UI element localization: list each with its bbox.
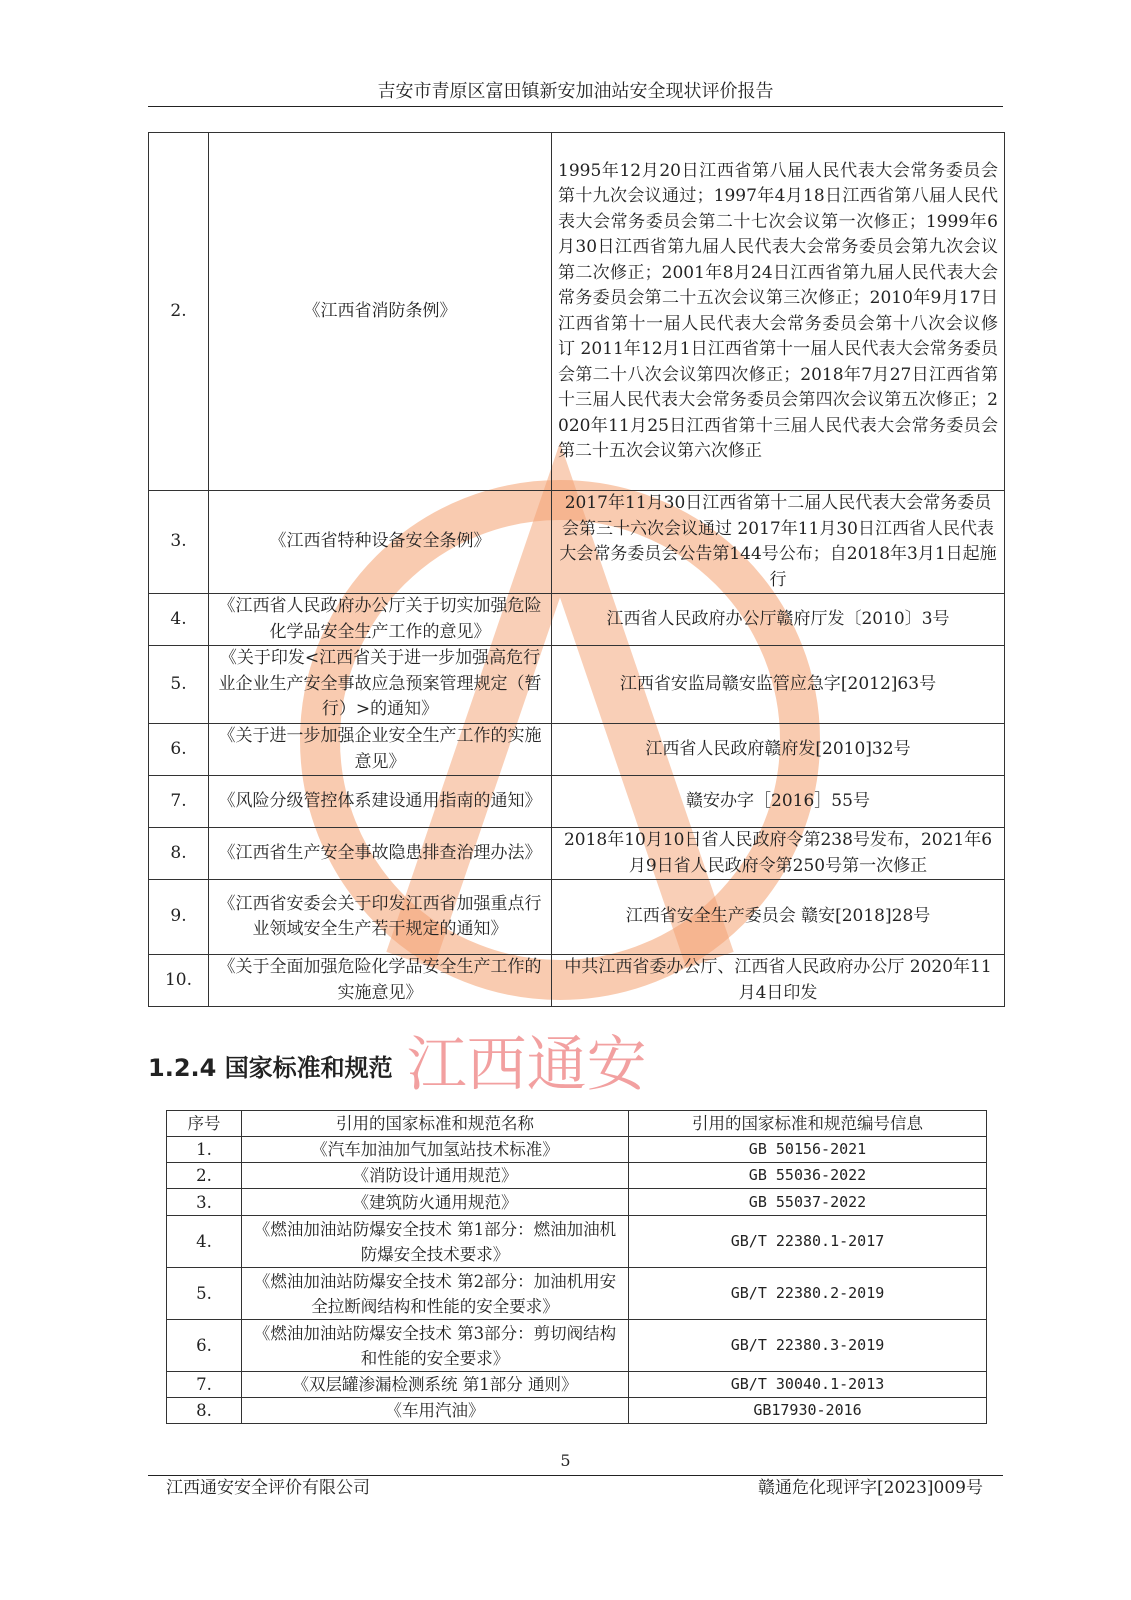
row-number: 2. bbox=[167, 1163, 242, 1189]
table-row bbox=[149, 491, 1005, 594]
table-row bbox=[149, 646, 1005, 724]
standard-code: GB 50156-2021 bbox=[629, 1137, 987, 1163]
watermark-brand: 江西通安 bbox=[406, 1030, 647, 1100]
regulation-name: 《风险分级管控体系建设通用指南的通知》 bbox=[209, 776, 552, 828]
regulation-info: 1995年12月20日江西省第八届人民代表大会常务委员会第十九次会议通过；1997年4月18日江西省第八届人民代表大会常务委员会第二十七次会议第一次修正；1999年6月30日江西省第九届人民代表大会常务委员会第九次会议第二次修正；2001年8月24日江西省第九届人民代表大会常务委员会第二十五次会议第三次修正；2010年9月17日江西省第十一届人民代表大会常务委员会第十八次会议修订 2011年12月1日江西省第十一届人民代表大会常务委员会第二十八次会议第四次修正；2018年7月27日江西省第十三届人民代表大会常务委员会第四次会议第五次修正；2020年11月25日江西省第十三届人民代表大会常务委员会第二十五次会议第六次修正 bbox=[552, 133, 1005, 491]
table-row bbox=[149, 880, 1005, 955]
header-cell: 引用的国家标准和规范编号信息 bbox=[629, 1111, 987, 1137]
standard-code: GB17930-2016 bbox=[629, 1398, 987, 1424]
table-row bbox=[149, 133, 1005, 491]
table-row bbox=[149, 776, 1005, 828]
regulation-name: 《江西省特种设备安全条例》 bbox=[209, 491, 552, 594]
header-cell: 序号 bbox=[167, 1111, 242, 1137]
row-number: 1. bbox=[167, 1137, 242, 1163]
regulation-info: 江西省安全生产委员会 赣安[2018]28号 bbox=[552, 880, 1005, 955]
regulation-info: 江西省安监局赣安监管应急字[2012]63号 bbox=[552, 646, 1005, 724]
section-heading-row bbox=[148, 1029, 1131, 1101]
row-number: 5. bbox=[167, 1268, 242, 1320]
standard-code: GB/T 22380.2-2019 bbox=[629, 1268, 987, 1320]
regulation-info: 2017年11月30日江西省第十二届人民代表大会常务委员会第三十六次会议通过 2017年11月30日江西省人民代表大会常务委员会公告第144号公布；自2018年3月1日起施行 bbox=[552, 491, 1005, 594]
standard-name: 《建筑防火通用规范》 bbox=[242, 1189, 629, 1216]
row-number: 8. bbox=[149, 828, 209, 880]
header-divider bbox=[148, 106, 1003, 107]
row-number: 4. bbox=[167, 1216, 242, 1268]
table-row bbox=[167, 1163, 987, 1189]
page-spacer bbox=[0, 1424, 1131, 1450]
table-row bbox=[167, 1189, 987, 1216]
regulation-info: 2018年10月10日省人民政府令第238号发布，2021年6月9日省人民政府令第250号第一次修正 bbox=[552, 828, 1005, 880]
row-number: 5. bbox=[149, 646, 209, 724]
regulation-info: 江西省人民政府赣府发[2010]32号 bbox=[552, 724, 1005, 776]
table-header-row bbox=[167, 1111, 987, 1137]
regulation-name: 《关于印发<江西省关于进一步加强高危行业企业生产安全事故应急预案管理规定（暂行）>的通知》 bbox=[209, 646, 552, 724]
table-row bbox=[167, 1216, 987, 1268]
row-number: 2. bbox=[149, 133, 209, 491]
page-number: 5 bbox=[560, 1451, 571, 1470]
standard-name: 《燃油加油站防爆安全技术 第1部分：燃油加油机防爆安全技术要求》 bbox=[242, 1216, 629, 1268]
table-row bbox=[167, 1398, 987, 1424]
standard-name: 《消防设计通用规范》 bbox=[242, 1163, 629, 1189]
table-row bbox=[167, 1137, 987, 1163]
row-number: 7. bbox=[167, 1372, 242, 1398]
regulation-name: 《关于进一步加强企业安全生产工作的实施意见》 bbox=[209, 724, 552, 776]
standard-code: GB/T 22380.3-2019 bbox=[629, 1320, 987, 1372]
standard-name: 《燃油加油站防爆安全技术 第2部分：加油机用安全拉断阀结构和性能的安全要求》 bbox=[242, 1268, 629, 1320]
regulation-info: 江西省人民政府办公厅赣府厅发〔2010〕3号 bbox=[552, 594, 1005, 646]
regulation-name: 《江西省消防条例》 bbox=[209, 133, 552, 491]
section-heading: 1.2.4 国家标准和规范 bbox=[148, 1053, 393, 1082]
row-number: 10. bbox=[149, 955, 209, 1007]
regulation-info: 赣安办字［2016］55号 bbox=[552, 776, 1005, 828]
regulation-info: 中共江西省委办公厅、江西省人民政府办公厅 2020年11月4日印发 bbox=[552, 955, 1005, 1007]
table-row bbox=[167, 1320, 987, 1372]
standard-code: GB 55036-2022 bbox=[629, 1163, 987, 1189]
table-row bbox=[167, 1268, 987, 1320]
national-standards-table bbox=[166, 1110, 987, 1424]
row-number: 6. bbox=[167, 1320, 242, 1372]
standard-name: 《汽车加油加气加氢站技术标准》 bbox=[242, 1137, 629, 1163]
standard-code: GB 55037-2022 bbox=[629, 1189, 987, 1216]
row-number: 4. bbox=[149, 594, 209, 646]
table-row bbox=[149, 955, 1005, 1007]
row-number: 6. bbox=[149, 724, 209, 776]
page-header: 吉安市青原区富田镇新安加油站安全现状评价报告 bbox=[377, 81, 774, 102]
table-row bbox=[149, 594, 1005, 646]
footer-company: 江西通安安全评价有限公司 bbox=[166, 1478, 370, 1498]
page-footer bbox=[166, 1476, 983, 1500]
standard-code: GB/T 22380.1-2017 bbox=[629, 1216, 987, 1268]
regulations-table bbox=[148, 132, 1005, 1007]
regulation-name: 《江西省安委会关于印发江西省加强重点行业领域安全生产若干规定的通知》 bbox=[209, 880, 552, 955]
row-number: 7. bbox=[149, 776, 209, 828]
row-number: 9. bbox=[149, 880, 209, 955]
regulation-name: 《江西省生产安全事故隐患排查治理办法》 bbox=[209, 828, 552, 880]
row-number: 3. bbox=[149, 491, 209, 594]
table-row bbox=[167, 1372, 987, 1398]
standard-name: 《车用汽油》 bbox=[242, 1398, 629, 1424]
table-row bbox=[149, 724, 1005, 776]
regulation-name: 《关于全面加强危险化学品安全生产工作的实施意见》 bbox=[209, 955, 552, 1007]
header-cell: 引用的国家标准和规范名称 bbox=[242, 1111, 629, 1137]
table-row bbox=[149, 828, 1005, 880]
footer-doc-number: 赣通危化现评字[2023]009号 bbox=[758, 1478, 983, 1498]
row-number: 3. bbox=[167, 1189, 242, 1216]
standard-code: GB/T 30040.1-2013 bbox=[629, 1372, 987, 1398]
regulation-name: 《江西省人民政府办公厅关于切实加强危险化学品安全生产工作的意见》 bbox=[209, 594, 552, 646]
standard-name: 《双层罐渗漏检测系统 第1部分 通则》 bbox=[242, 1372, 629, 1398]
row-number: 8. bbox=[167, 1398, 242, 1424]
standard-name: 《燃油加油站防爆安全技术 第3部分：剪切阀结构和性能的安全要求》 bbox=[242, 1320, 629, 1372]
